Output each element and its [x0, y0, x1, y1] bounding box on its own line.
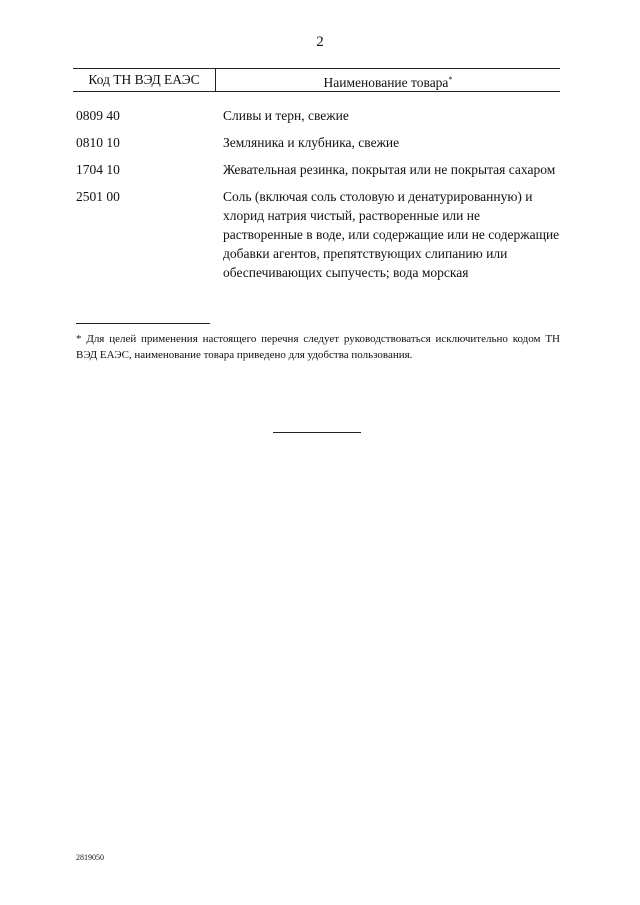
- table-row: [76, 187, 560, 282]
- footnote-text: * Для целей применения настоящего перечня следует руководствоваться исключительно кодом ТН ВЭД ЕАЭС, наименование товара приведено для удобства пользования.: [76, 333, 560, 361]
- table-row: [76, 160, 560, 179]
- header-name-column: [216, 69, 560, 91]
- header-code-column: Код ТН ВЭД ЕАЭС: [73, 69, 216, 91]
- row-name: Сливы и терн, свежие: [223, 108, 349, 123]
- footnote-divider: [76, 323, 210, 324]
- row-name: Жевательная резинка, покрытая или не покрытая сахаром: [223, 162, 556, 177]
- row-code: 0809 40: [76, 108, 120, 123]
- goods-table-body: [76, 106, 560, 290]
- table-row: [76, 133, 560, 152]
- row-name: Соль (включая соль столовую и денатурированную) и хлорид натрия чистый, растворенные или не растворенные в воде, или содержащие или не содержащие добавки агентов, препятствующих слипанию или обеспечивающих сыпучесть; вода морская: [223, 189, 560, 280]
- document-id: 2819050: [76, 853, 104, 862]
- row-code: 2501 00: [76, 189, 120, 204]
- end-of-document-rule: [273, 432, 361, 433]
- header-name-label: Наименование товара: [323, 75, 449, 90]
- table-row: [76, 106, 560, 125]
- table-header: [73, 68, 560, 92]
- row-code: 0810 10: [76, 135, 120, 150]
- row-name: Земляника и клубника, свежие: [223, 135, 400, 150]
- footnote-marker: *: [448, 75, 453, 84]
- row-code: 1704 10: [76, 162, 120, 177]
- page-number: 2: [316, 34, 324, 50]
